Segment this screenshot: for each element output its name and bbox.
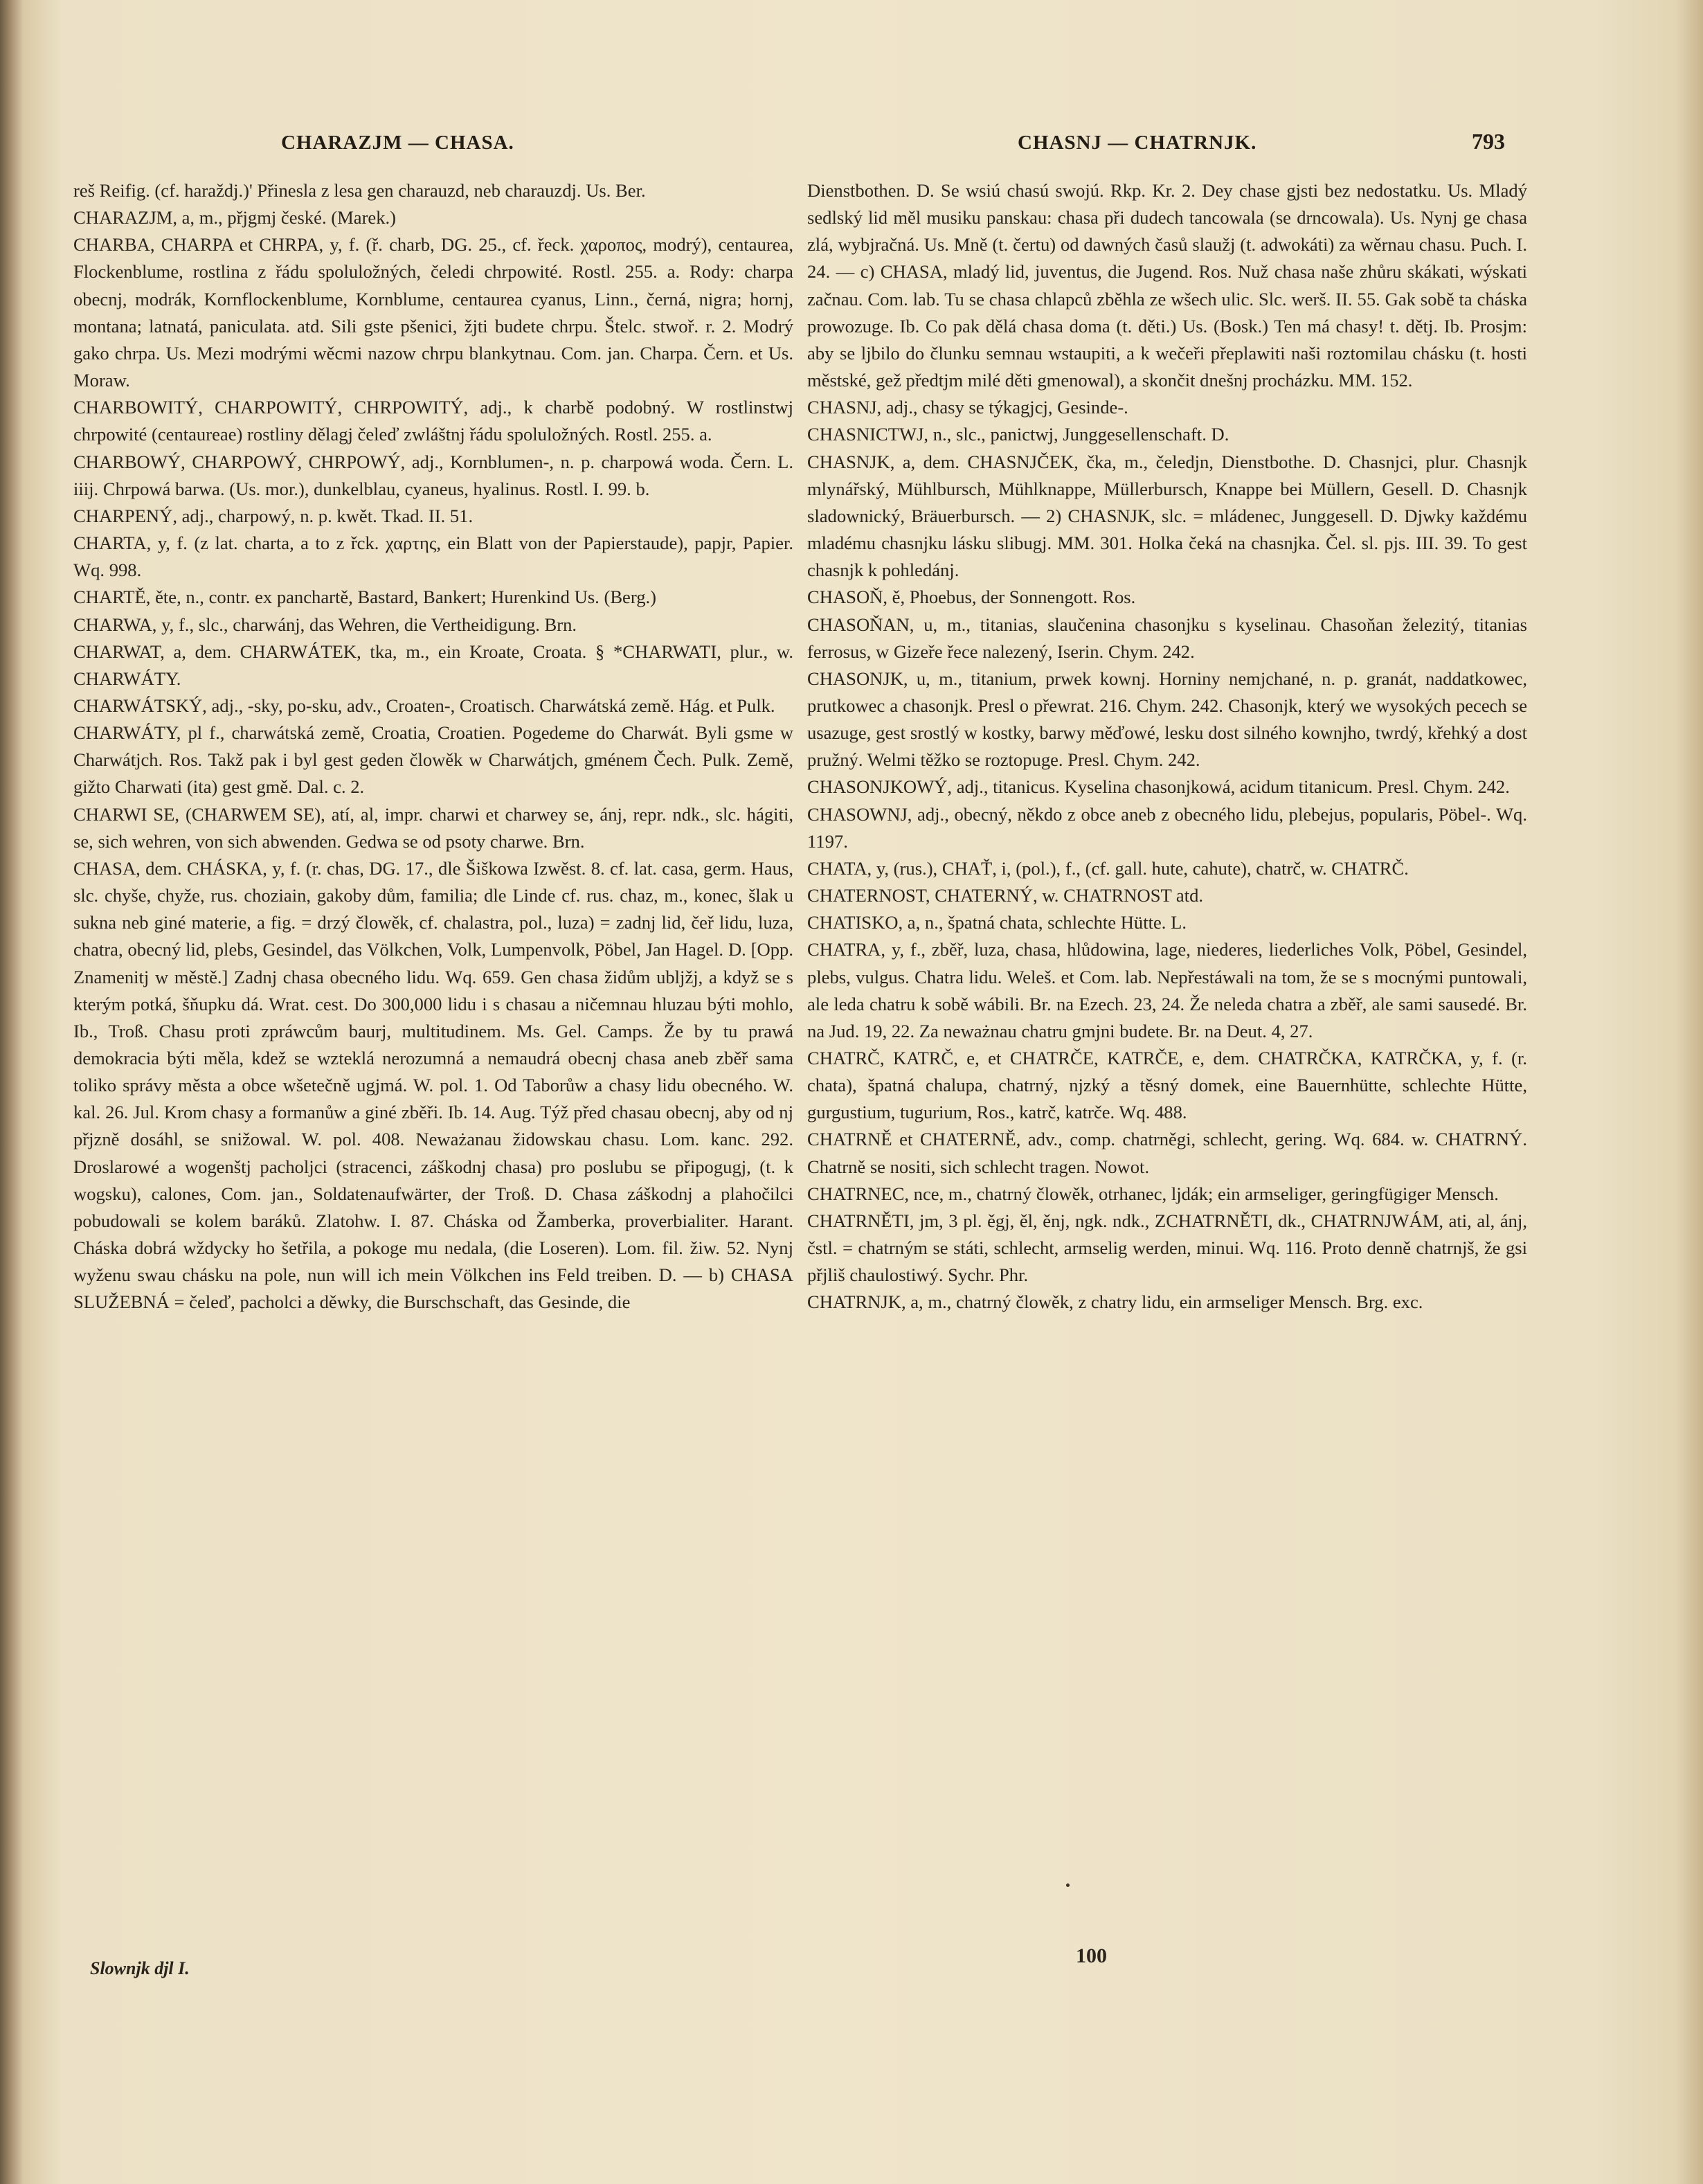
entry-charwi-se: CHARWI SE, (CHARWEM SE), atí, al, impr. charwi et charwey se, ánj, repr. ndk., slc. hágiti, se, sich wehren, von sich abwenden. Gedwa se od psoty charwe. Brn. — [73, 803, 793, 852]
entry-charazjm: CHARAZJM, a, m., přjgmj české. (Marek.) — [73, 207, 397, 229]
entry-charba: CHARBA, CHARPA et CHRPA, y, f. (ř. charb, DG. 25., cf. řeck. χαροπος, modrý), centaurea, Flockenblume, rostlina z řádu spoluložných, čeledi chrpowité. Rostl. 255. a. Rody: charpa obecnj, modrák, Kornflockenblume, Kornblume, centaurea cyanus, Linn., černá, nigra; hornj, montana; latnatá, paniculata. atd. Sili gste pšenici, žjti budete chrpu. Štelc. stwoř. r. 2. Modrý gako chrpa. Us. Mezi modrými wěcmi nazow chrpu blankytnau. Com. jan. Charpa. Čern. et Us. Moraw. — [73, 234, 793, 391]
entry-chason: CHASOŇ, ě, Phoebus, der Sonnengott. Ros. — [807, 587, 1136, 608]
page-number: 793 — [1472, 129, 1505, 154]
running-head-left: CHARAZJM — CHASA. — [281, 132, 514, 154]
entry-chatrnjk: CHATRNJK, a, m., chatrný člowěk, z chatry lidu, ein armseliger Mensch. Brg. exc. — [807, 1291, 1423, 1313]
sheet-number: 100 — [1076, 1944, 1107, 1967]
entry-chaternost: CHATERNOST, CHATERNÝ, w. CHATRNOST atd. — [807, 885, 1204, 906]
entry-charwa: CHARWA, y, f., slc., charwánj, das Wehren, die Vertheidigung. Brn. — [73, 614, 577, 635]
entry-chasnj: CHASNJ, adj., chasy se týkagjcj, Gesinde-. — [807, 397, 1128, 418]
entry-chasonjkowy: CHASONJKOWÝ, adj., titanicus. Kyselina chasonjkowá, acidum titanicum. Presl. Chym. 242. — [807, 776, 1510, 798]
entry-chatrneti: CHATRNĚTI, jm, 3 pl. ěgj, ěl, ěnj, ngk. ndk., ZCHATRNĚTI, dk., CHATRNJWÁM, ati, al, ánj, čstl. = chatrným se státi, schlecht, armselig werden, minui. Wq. 116. Proto denně chatrnjš, že gsi přjliš chaulostiwý. Sychr. Phr. — [807, 1210, 1527, 1286]
entry-charte: CHARTĚ, ěte, n., contr. ex panchartě, Bastard, Bankert; Hurenkind Us. (Berg.) — [73, 587, 657, 608]
signature-mark: Slownjk djl I. — [90, 1958, 190, 1978]
entry-charbowity: CHARBOWITÝ, CHARPOWITÝ, CHRPOWITÝ, adj., k charbě podobný. W rostlinstwj chrpowité (centaureae) rostliny dělagj čeleď zwláštnj řádu spoluložných. Rostl. 255. a. — [73, 397, 793, 445]
entry-charpeny: CHARPENÝ, adj., charpowý, n. p. kwět. Tkad. II. 51. — [73, 505, 474, 526]
entry-chatrc: CHATRČ, KATRČ, e, et CHATRČE, KATRČE, e, dem. CHATRČKA, KATRČKA, y, f. (r. chata), špatná chalupa, chatrný, njzký a těsný domek, eine Bauernhütte, schlechte Hütte, gurgustium, tugurium, Ros., katrč, katrče. Wq. 488. — [807, 1048, 1527, 1123]
ink-speck — [1066, 1883, 1070, 1887]
entry-paragraph: reš Reifig. (cf. haraždj.)' Přinesla z lesa gen charauzd, neb charauzdj. Us. Ber. — [73, 180, 646, 201]
entry-chasonan: CHASOŇAN, u, m., titanias, slaučenina chasonjku s kyselinau. Chasoňan železitý, titanias ferrosus, w Gizeře řece nalezený, Iserin. Chym. 242. — [807, 614, 1527, 662]
entry-chasonjk: CHASONJK, u, m., titanium, prwek kownj. Horniny nemjchané, n. p. granát, naddatkowec, prutkowec a chasonjk. Presl o přewrat. 216. Chym. 242. Chasonjk, který we wysokých pecech se usazuge, gest srostlý w kostky, barwy měďowé, lesku dost silného kownjho, twrdý, křehký a dost pružný. Welmi těžko se roztopuge. Presl. Chym. 242. — [807, 668, 1527, 771]
right-column — [807, 177, 1527, 1316]
entry-chatrne: CHATRNĚ et CHATERNĚ, adv., comp. chatrněgi, schlecht, gering. Wq. 684. w. CHATRNÝ. Chatrně se nositi, sich schlecht tragen. Nowot. — [807, 1129, 1527, 1177]
entry-charbowy: CHARBOWÝ, CHARPOWÝ, CHRPOWÝ, adj., Kornblumen-, n. p. charpowá woda. Čern. L. iiij. Chrpowá barwa. (Us. mor.), dunkelblau, cyaneus, hyalinus. Rostl. I. 99. b. — [73, 451, 793, 499]
entry-chasa: CHASA, dem. CHÁSKA, y, f. (r. chas, DG. 17., dle Šiškowa Izwěst. 8. cf. lat. casa, germ. Haus, slc. chyše, chyže, rus. choziain, gakoby dům, familia; dle Linde cf. rus. chaz, m., konec, šlak u sukna neb giné materie, a fig. = drzý člowěk, cf. chalastra, pol., luza) = zadnj lid, čeř lidu, luza, chatra, obecný lid, plebs, Gesindel, das Völkchen, Volk, Lumpenvolk, Pöbel, Jan Hagel. D. [Opp. Znamenitj w městě.] Zadnj chasa obecného lidu. Wq. 659. Gen chasa židům ubljžj, a když se s kterým potká, šňupku dá. Wrat. cest. Do 300,000 lidu i s chasau a ničemnau hluzau býti mohlo, Ib., Troß. Chasu proti zpráwcům baurj, multitudinem. Ms. Gel. Camps. Že by tu prawá demokracia býti měla, kdež se wzteklá nerozumná a nemaudrá obecnj chasa aneb zběř sama toliko správy města a obce wšetečně ugjmá. W. pol. 1. Od Taborůw a chasy lidu obecného. W. kal. 26. Jul. Krom chasy a formanůw a giné zběři. Ib. 14. Aug. Týž před chasau obecnj, aby od nj přjzně dosáhl, se snižowal. W. pol. 408. Neważanau židowskau chasu. Lom. kanc. 292. Droslarowé a wogenštj pacholjci (stracenci, záškodnj chasa) pro poslubu se připogugj, (t. k wogsku), calones, Com. jan., Soldatenaufwärter, der Troß. D. Chasa záškodnj a plahočilci pobudowali se kolem baráků. Zlatohw. I. 87. Cháska od Žamberka, proverbialiter. Harant. Cháska dobrá wždycky ho šetřila, a pokoge mu nedala, (die Loseren). Lom. fil. žiw. 52. Nynj wyženu swau chásku na pole, nun will ich mein Völkchen ins Feld treiben. D. — b) CHASA SLUŽEBNÁ = čeleď, pacholci a děwky, die Burschschaft, das Gesinde, die — [73, 857, 793, 1313]
dictionary-page — [66, 116, 1527, 2097]
entry-chatisko: CHATISKO, a, n., špatná chata, schlechte Hütte. L. — [807, 912, 1187, 933]
entry-chasownj: CHASOWNJ, adj., obecný, někdo z obce aneb z obecného lidu, plebejus, popularis, Pöbel-. Wq. 1197. — [807, 803, 1527, 852]
left-column — [73, 177, 793, 1316]
entry-charwatsky: CHARWÁTSKÝ, adj., -sky, po-sku, adv., Croaten-, Croatisch. Charwátská země. Hág. et Pulk. — [73, 695, 775, 716]
entry-chatra: CHATRA, y, f., zběř, luza, chasa, hlůdowina, lage, niederes, liederliches Volk, Pöbel, Gesindel, plebs, vulgus. Chatra lidu. Weleš. et Com. lab. Nepřestáwali na tom, že se s mocnými puntowali, ale leda chatru k sobě wábili. Br. na Ezech. 23, 24. Že neleda chatra a zběř, ale sami sausedé. Br. na Jud. 19, 22. Za neważnau chatru gmjni budete. Br. na Deut. 4, 27. — [807, 939, 1527, 1041]
entry-chasnjk: CHASNJK, a, dem. CHASNJČEK, čka, m., čeledjn, Dienstbothe. D. Chasnjci, plur. Chasnjk mlynářský, Mühlbursch, Mühlknappe, Müllerbursch, Knappe bei Müllern, Gesell. D. Chasnjk sladownický, Bräuerbursch. — 2) CHASNJK, slc. = mládenec, Junggesell. D. Djwky každému mladému chasnjku lásku slibugj. MM. 301. Holka čeká na chasnjka. Čel. sl. pjs. III. 39. To gest chasnjk k pohledánj. — [807, 451, 1527, 581]
entry-chasa-continued: Dienstbothen. D. Se wsiú chasú swojú. Rkp. Kr. 2. Dey chase gjsti bez nedostatku. Us. Mladý sedlský lid měl musiku panskau: chasa při dudech tancowala (se drncowala). Us. Nynj ge chasa zlá, wybjračná. Us. Mně (t. čertu) od dawných časů slaužj (t. adwokáti) za wěrnau chasu. Puch. I. 24. — c) CHASA, mladý lid, juventus, die Jugend. Ros. Nuž chasa naše zhůru skákati, wýskati začnau. Com. lab. Tu se chasa chlapců zběhla ze wšech ulic. Slc. werš. II. 55. Gak sobě ta cháska prowozuge. Ib. Co pak dělá chasa doma (t. děti.) Us. (Bosk.) Ten má chasy! t. dětj. Ib. Prosjm: aby se ljbilo do člunku semnau wstaupiti, a k wečeři přeplawiti naši roztomilau chásku (t. hosti městské, gež předtjm milé děti gmenowal), a skončit dnešnj procházku. MM. 152. — [807, 180, 1527, 391]
entry-charwat: CHARWAT, a, dem. CHARWÁTEK, tka, m., ein Kroate, Croata. § *CHARWATI, plur., w. CHARWÁTY. — [73, 641, 793, 689]
running-head-right: CHASNJ — CHATRNJK. — [1018, 132, 1257, 154]
entry-chasnictwj: CHASNICTWJ, n., slc., panictwj, Junggesellenschaft. D. — [807, 424, 1229, 445]
entry-charwaty: CHARWÁTY, pl f., charwátská země, Croatia, Croatien. Pogedeme do Charwát. Byli gsme w Charwátjch. Ros. Takž pak i byl gest geden člowěk w Charwátjch, gménem Čech. Pulk. Země, gižto Charwati (ita) gest gmě. Dal. c. 2. — [73, 722, 793, 798]
entry-chatrnec: CHATRNEC, nce, m., chatrný člowěk, otrhanec, ljdák; ein armseliger, geringfügiger Mensch. — [807, 1183, 1499, 1204]
entry-charta: CHARTA, y, f. (z lat. charta, a to z řck. χαρτης, ein Blatt von der Papierstaude), papjr, Papier. Wq. 998. — [73, 532, 793, 581]
entry-chata: CHATA, y, (rus.), CHAŤ, i, (pol.), f., (cf. gall. hute, cahute), chatrč, w. CHATRČ. — [807, 857, 1409, 879]
